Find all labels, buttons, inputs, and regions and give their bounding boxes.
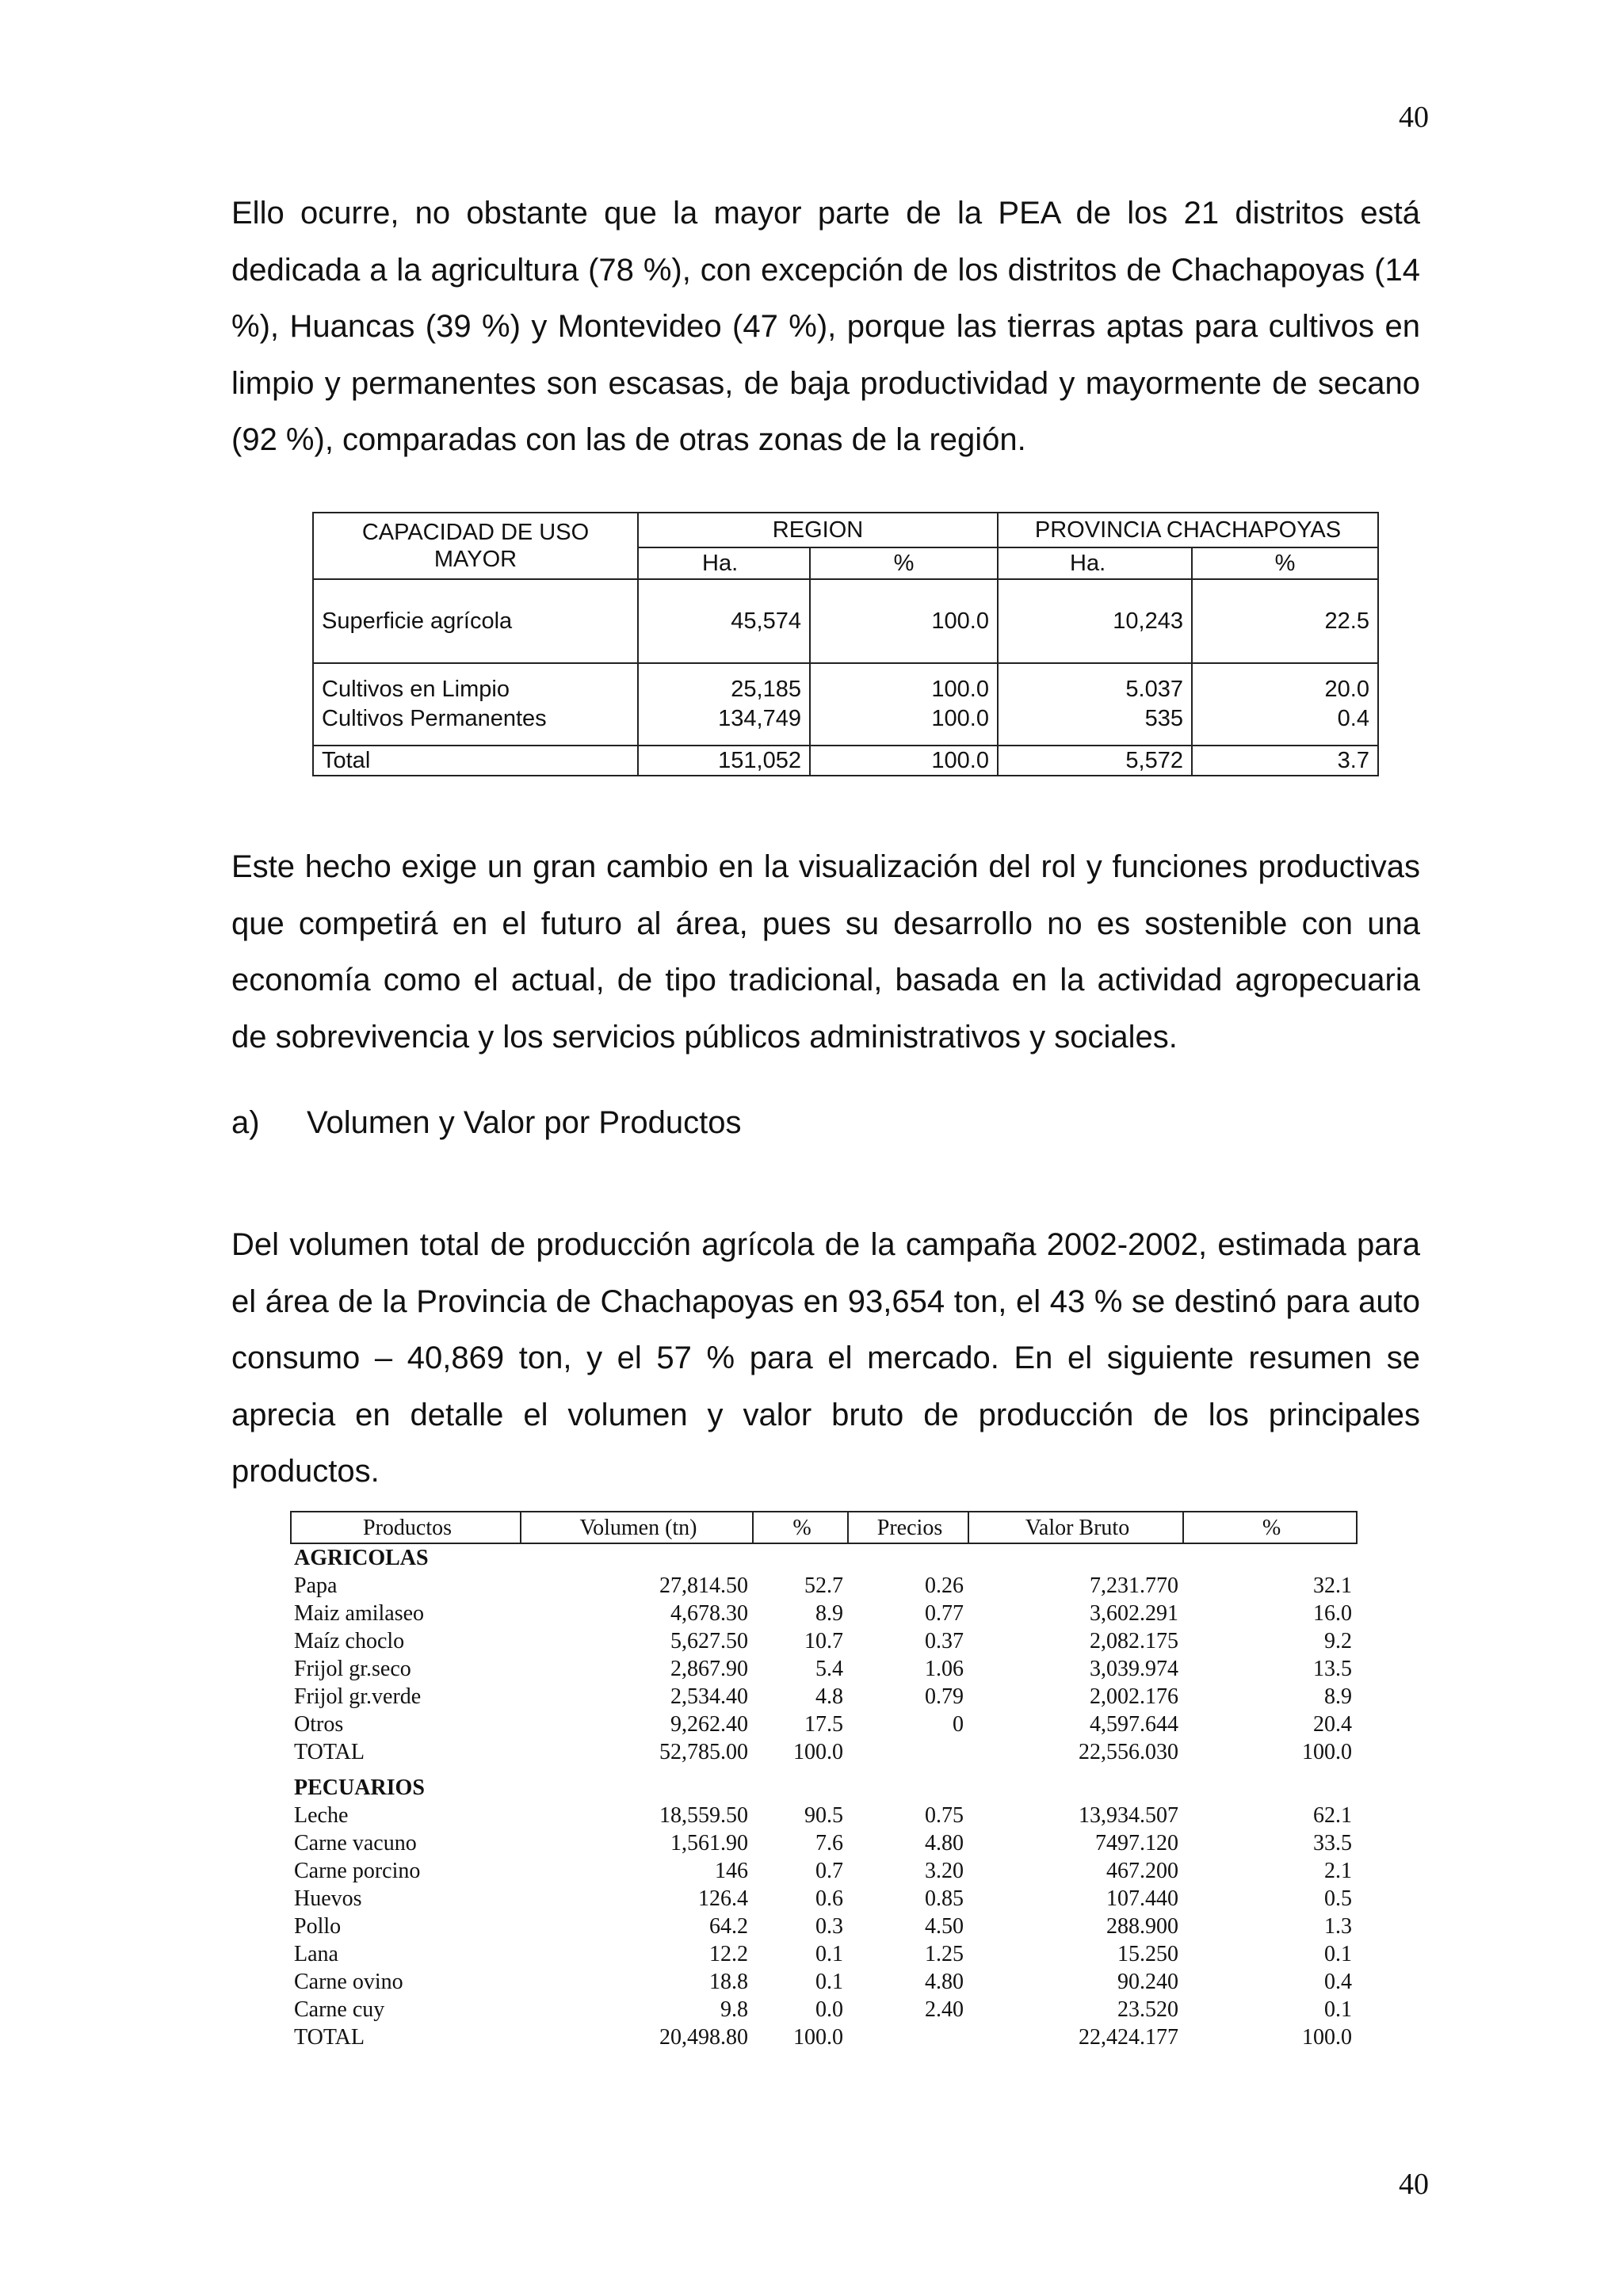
cell-value: 18,559.50 bbox=[659, 1803, 748, 1828]
table-row bbox=[313, 663, 1378, 746]
header-volumen: Volumen (tn) bbox=[521, 1512, 753, 1543]
cell-value: 25,185 bbox=[731, 677, 801, 702]
cell-value: 10.7 bbox=[804, 1629, 843, 1653]
cell-value: 288.900 bbox=[1106, 1914, 1178, 1939]
cell-value: 2.1 bbox=[1324, 1859, 1352, 1883]
cell-value: 100.0 bbox=[1302, 2025, 1352, 2050]
section-letter: a) bbox=[231, 1105, 260, 1140]
section-title-row bbox=[291, 1543, 1357, 1572]
product-name: Leche bbox=[294, 1803, 349, 1828]
cell-value: 0.6 bbox=[815, 1886, 843, 1911]
cell-value: 467.200 bbox=[1106, 1859, 1178, 1883]
cell-value: 0.1 bbox=[815, 1970, 843, 1994]
cell-value: 2,002.176 bbox=[1090, 1684, 1178, 1709]
cell-value: 7,231.770 bbox=[1090, 1573, 1178, 1598]
cell-value: 8.9 bbox=[1324, 1684, 1352, 1709]
header-pct-provincia: % bbox=[1192, 547, 1378, 579]
cell-value: 2,867.90 bbox=[670, 1657, 748, 1681]
cell-value: 100.0 bbox=[931, 677, 989, 702]
cell-value: 4.8 bbox=[815, 1684, 843, 1709]
header-pct-region: % bbox=[810, 547, 998, 579]
cell-value: 32.1 bbox=[1313, 1573, 1352, 1598]
table-row bbox=[291, 1968, 1357, 1996]
cell-value: 0.79 bbox=[925, 1684, 964, 1709]
cell-value: 64.2 bbox=[709, 1914, 748, 1939]
cell-value: 23.520 bbox=[1117, 1997, 1178, 2022]
header-region: REGION bbox=[638, 513, 998, 547]
cell-value: 9,262.40 bbox=[670, 1712, 748, 1737]
header-ha-region: Ha. bbox=[638, 547, 810, 579]
product-name: Carne ovino bbox=[294, 1970, 403, 1994]
cell-value: 4.50 bbox=[925, 1914, 964, 1939]
cell-value: 5.4 bbox=[815, 1657, 843, 1681]
product-name: Otros bbox=[294, 1712, 344, 1737]
cell-value: 100.0 bbox=[793, 1740, 843, 1764]
product-name: Carne vacuno bbox=[294, 1831, 417, 1855]
cell-value: 52.7 bbox=[804, 1573, 843, 1598]
cell-value: 0.4 bbox=[1324, 1970, 1352, 1994]
table-row bbox=[313, 579, 1378, 663]
cell-value: 2,082.175 bbox=[1090, 1629, 1178, 1653]
paragraph-volumen: Del volumen total de producción agrícola de la campaña 2002-2002, estimada para el área de la Provincia de Chachapoyas en 93,654 ton, el 43 % se destinó para auto consumo – 40,869 ton, y el 57 % para el mercado. En el siguiente resumen se aprecia en detalle el volumen y valor bruto de producción de los principales productos. bbox=[231, 1227, 1420, 1489]
cell-value: 535 bbox=[1144, 706, 1183, 731]
section-spacer bbox=[291, 1766, 1357, 1774]
table-row bbox=[291, 1857, 1357, 1885]
header-valor-bruto: Valor Bruto bbox=[968, 1512, 1183, 1543]
cell-value: 126.4 bbox=[698, 1886, 748, 1911]
product-name: Frijol gr.verde bbox=[294, 1684, 422, 1709]
cell-value: 1.3 bbox=[1324, 1914, 1352, 1939]
product-name: TOTAL bbox=[294, 2025, 365, 2050]
cell-value: 52,785.00 bbox=[659, 1740, 748, 1764]
cell-value: 4,597.644 bbox=[1090, 1712, 1178, 1737]
table-row bbox=[291, 1655, 1357, 1683]
product-name: Frijol gr.seco bbox=[294, 1657, 411, 1681]
table-row bbox=[291, 1996, 1357, 2023]
cell-value: 100.0 bbox=[1302, 1740, 1352, 1764]
cell-value: 2,534.40 bbox=[670, 1684, 748, 1709]
cell-value: 13.5 bbox=[1313, 1657, 1352, 1681]
cell-value: 0.0 bbox=[815, 1997, 843, 2022]
table-row bbox=[291, 1913, 1357, 1940]
cell-value bbox=[848, 2023, 968, 2051]
cell-value: 134,749 bbox=[718, 706, 801, 731]
product-name: Pollo bbox=[294, 1914, 342, 1939]
cell-value: 151,052 bbox=[638, 746, 810, 776]
header-provincia: PROVINCIA CHACHAPOYAS bbox=[998, 513, 1378, 547]
cell-value: 15.250 bbox=[1117, 1942, 1178, 1966]
cell-value: 1,561.90 bbox=[670, 1831, 748, 1855]
cell-value: 16.0 bbox=[1313, 1601, 1352, 1626]
cell-value: 3.20 bbox=[925, 1859, 964, 1883]
row-label: Cultivos en Limpio bbox=[322, 677, 510, 702]
cell-value: 0 bbox=[953, 1712, 964, 1737]
cell-value bbox=[848, 1738, 968, 1766]
header-ha-provincia: Ha. bbox=[998, 547, 1192, 579]
table-row bbox=[291, 1572, 1357, 1600]
cell-value: 20.0 bbox=[1324, 677, 1369, 702]
cell-value: 100.0 bbox=[931, 706, 989, 731]
cell-value: 3,602.291 bbox=[1090, 1601, 1178, 1626]
cell-value: 27,814.50 bbox=[659, 1573, 748, 1598]
cell-value: 33.5 bbox=[1313, 1831, 1352, 1855]
cell-value: 7.6 bbox=[815, 1831, 843, 1855]
row-label: Cultivos Permanentes bbox=[322, 706, 547, 731]
cell-value: 22,556.030 bbox=[1079, 1740, 1178, 1764]
table-row bbox=[291, 1600, 1357, 1627]
cell-value: 9.8 bbox=[720, 1997, 748, 2022]
table-row bbox=[291, 1711, 1357, 1738]
cell-value: 5,572 bbox=[998, 746, 1192, 776]
cell-value: 0.37 bbox=[925, 1629, 964, 1653]
cell-value: 3,039.974 bbox=[1090, 1657, 1178, 1681]
cell-value: 100.0 bbox=[793, 2025, 843, 2050]
table-row bbox=[291, 1683, 1357, 1711]
cell-value: 1.25 bbox=[925, 1942, 964, 1966]
page-number-bottom: 40 bbox=[1399, 2168, 1429, 2201]
cell-value: 17.5 bbox=[804, 1712, 843, 1737]
production-table bbox=[290, 1511, 1358, 2051]
table-row bbox=[291, 1885, 1357, 1913]
cell-value: 20,498.80 bbox=[659, 2025, 748, 2050]
cell-value: 1.06 bbox=[925, 1657, 964, 1681]
cell-value: 100.0 bbox=[810, 746, 998, 776]
paragraph-cambio: Este hecho exige un gran cambio en la visualización del rol y funciones productivas que competirá en el futuro al área, pues su desarrollo no es sostenible con una economía como el actual, de tipo tradicional, basada en la actividad agropecuaria de sobrevivencia y los servicios públicos administrativos y sociales. bbox=[231, 849, 1420, 1055]
section-title: Volumen y Valor por Productos bbox=[307, 1105, 742, 1140]
section-title: AGRICOLAS bbox=[294, 1546, 429, 1570]
cell-value: 4.80 bbox=[925, 1970, 964, 1994]
table-row bbox=[291, 1627, 1357, 1655]
cell-value: 5.037 bbox=[1125, 677, 1183, 702]
cell-value: 4,678.30 bbox=[670, 1601, 748, 1626]
cell-value: 13,934.507 bbox=[1079, 1803, 1178, 1828]
table-row bbox=[291, 2023, 1357, 2051]
cell-value: 9.2 bbox=[1324, 1629, 1352, 1653]
cell-value: 100.0 bbox=[810, 579, 998, 663]
page-number-top: 40 bbox=[1399, 101, 1429, 134]
product-name: Maíz choclo bbox=[294, 1629, 405, 1653]
header-capacidad: CAPACIDAD DE USO MAYOR bbox=[313, 513, 638, 579]
cell-value: 0.3 bbox=[815, 1914, 843, 1939]
cell-value: 4.80 bbox=[925, 1831, 964, 1855]
cell-value: 0.1 bbox=[1324, 1942, 1352, 1966]
cell-value: 7497.120 bbox=[1095, 1831, 1178, 1855]
section-heading bbox=[231, 1105, 741, 1141]
product-name: Papa bbox=[294, 1573, 338, 1598]
cell-value: 0.5 bbox=[1324, 1886, 1352, 1911]
row-label: Superficie agrícola bbox=[313, 579, 638, 663]
row-label: Total bbox=[313, 746, 638, 776]
paragraph-pea: Ello ocurre, no obstante que la mayor parte de la PEA de los 21 distritos está dedicada a la agricultura (78 %), con excepción de los distritos de Chachapoyas (14 %), Huancas (39 %) y Montevideo (47 %), porque las tierras aptas para cultivos en limpio y permanentes son escasas, de baja productividad y mayormente de secano (92 %), comparadas con las de otras zonas de la región. bbox=[231, 196, 1420, 457]
cell-value: 0.77 bbox=[925, 1601, 964, 1626]
cell-value: 20.4 bbox=[1313, 1712, 1352, 1737]
cell-value: 0.85 bbox=[925, 1886, 964, 1911]
product-name: Huevos bbox=[294, 1886, 362, 1911]
cell-value: 0.4 bbox=[1337, 706, 1369, 731]
cell-value: 0.1 bbox=[815, 1942, 843, 1966]
section-title: PECUARIOS bbox=[294, 1775, 425, 1800]
cell-value: 0.1 bbox=[1324, 1997, 1352, 2022]
product-name: Maiz amilaseo bbox=[294, 1601, 425, 1626]
product-name: Carne cuy bbox=[294, 1997, 385, 2022]
cell-value: 107.440 bbox=[1106, 1886, 1178, 1911]
section-title-row bbox=[291, 1774, 1357, 1802]
table-row-total bbox=[313, 746, 1378, 776]
cell-value: 22.5 bbox=[1192, 579, 1378, 663]
table-header-row bbox=[291, 1512, 1357, 1543]
table-row bbox=[291, 1940, 1357, 1968]
cell-value: 45,574 bbox=[638, 579, 810, 663]
cell-value: 62.1 bbox=[1313, 1803, 1352, 1828]
header-precios: Precios bbox=[848, 1512, 968, 1543]
table-row bbox=[291, 1802, 1357, 1829]
cell-value: 2.40 bbox=[925, 1997, 964, 2022]
table-row bbox=[291, 1738, 1357, 1766]
cell-value: 12.2 bbox=[709, 1942, 748, 1966]
cell-value: 10,243 bbox=[998, 579, 1192, 663]
cell-value: 0.26 bbox=[925, 1573, 964, 1598]
table-row bbox=[291, 1829, 1357, 1857]
header-pct-valor: % bbox=[1183, 1512, 1357, 1543]
cell-value: 22,424.177 bbox=[1079, 2025, 1178, 2050]
land-capacity-table bbox=[312, 512, 1379, 776]
cell-value: 18.8 bbox=[709, 1970, 748, 1994]
cell-value: 90.5 bbox=[804, 1803, 843, 1828]
cell-value: 8.9 bbox=[815, 1601, 843, 1626]
header-productos: Productos bbox=[291, 1512, 521, 1543]
cell-value: 3.7 bbox=[1192, 746, 1378, 776]
header-pct: % bbox=[753, 1512, 848, 1543]
cell-value: 0.75 bbox=[925, 1803, 964, 1828]
product-name: Carne porcino bbox=[294, 1859, 421, 1883]
cell-value: 146 bbox=[715, 1859, 748, 1883]
spacer-cell bbox=[291, 1766, 1357, 1774]
cell-value: 5,627.50 bbox=[670, 1629, 748, 1653]
product-name: Lana bbox=[294, 1942, 338, 1966]
cell-value: 0.7 bbox=[815, 1859, 843, 1883]
product-name: TOTAL bbox=[294, 1740, 365, 1764]
cell-value: 90.240 bbox=[1117, 1970, 1178, 1994]
